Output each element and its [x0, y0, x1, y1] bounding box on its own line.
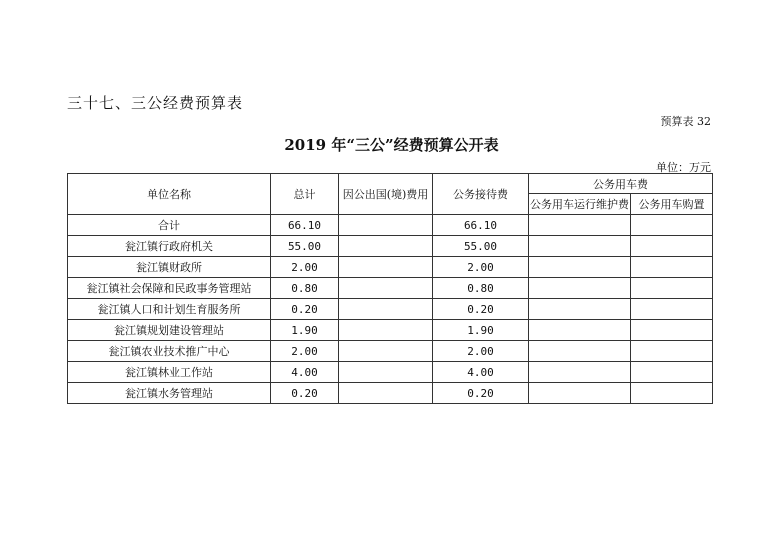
header-vehicle-group: 公务用车费 [529, 174, 713, 194]
cell-abroad [339, 362, 433, 383]
table-row [68, 236, 713, 257]
cell-total: 66.10 [271, 215, 339, 236]
cell-total: 55.00 [271, 236, 339, 257]
table-row [68, 215, 713, 236]
cell-unit-name: 瓮江镇社会保障和民政事务管理站 [68, 278, 271, 299]
cell-reception: 0.80 [433, 278, 529, 299]
cell-reception: 1.90 [433, 320, 529, 341]
cell-total: 0.80 [271, 278, 339, 299]
document-number: 预算表 32 [660, 115, 711, 128]
cell-unit-name: 瓮江镇人口和计划生育服务所 [68, 299, 271, 320]
cell-unit-name: 瓮江镇农业技术推广中心 [68, 341, 271, 362]
header-reception: 公务接待费 [433, 174, 529, 215]
cell-vehicle-purchase [631, 236, 713, 257]
table-row [68, 299, 713, 320]
cell-total: 2.00 [271, 257, 339, 278]
table-body [68, 215, 713, 404]
cell-unit-name: 合计 [68, 215, 271, 236]
cell-unit-name: 瓮江镇水务管理站 [68, 383, 271, 404]
cell-vehicle-purchase [631, 362, 713, 383]
cell-total: 1.90 [271, 320, 339, 341]
cell-unit-name: 瓮江镇财政所 [68, 257, 271, 278]
header-total: 总计 [271, 174, 339, 215]
cell-vehicle-maint [529, 299, 631, 320]
header-abroad: 因公出国(境)费用 [339, 174, 433, 215]
cell-vehicle-maint [529, 215, 631, 236]
cell-abroad [339, 236, 433, 257]
cell-reception: 2.00 [433, 341, 529, 362]
section-title: 三十七、三公经费预算表 [67, 94, 244, 112]
cell-reception: 66.10 [433, 215, 529, 236]
cell-reception: 0.20 [433, 299, 529, 320]
cell-vehicle-purchase [631, 320, 713, 341]
cell-vehicle-purchase [631, 383, 713, 404]
cell-vehicle-maint [529, 278, 631, 299]
cell-abroad [339, 278, 433, 299]
cell-total: 4.00 [271, 362, 339, 383]
cell-vehicle-maint [529, 362, 631, 383]
table-row [68, 383, 713, 404]
cell-reception: 4.00 [433, 362, 529, 383]
table-row [68, 362, 713, 383]
cell-vehicle-purchase [631, 341, 713, 362]
cell-reception: 2.00 [433, 257, 529, 278]
cell-abroad [339, 299, 433, 320]
unit-label: 单位：万元 [656, 161, 711, 174]
cell-abroad [339, 341, 433, 362]
cell-reception: 55.00 [433, 236, 529, 257]
cell-vehicle-maint [529, 236, 631, 257]
cell-total: 0.20 [271, 299, 339, 320]
table-row [68, 341, 713, 362]
cell-vehicle-maint [529, 341, 631, 362]
cell-vehicle-purchase [631, 257, 713, 278]
table-row [68, 278, 713, 299]
cell-vehicle-purchase [631, 299, 713, 320]
cell-vehicle-purchase [631, 278, 713, 299]
cell-abroad [339, 383, 433, 404]
cell-vehicle-purchase [631, 215, 713, 236]
header-vehicle-purchase: 公务用车购置 [631, 194, 713, 215]
cell-vehicle-maint [529, 320, 631, 341]
header-vehicle-maint: 公务用车运行维护费 [529, 194, 631, 215]
cell-vehicle-maint [529, 257, 631, 278]
cell-unit-name: 瓮江镇规划建设管理站 [68, 320, 271, 341]
cell-vehicle-maint [529, 383, 631, 404]
cell-abroad [339, 257, 433, 278]
cell-total: 2.00 [271, 341, 339, 362]
table-title: 2019 年“三公”经费预算公开表 [284, 136, 499, 154]
cell-abroad [339, 215, 433, 236]
cell-unit-name: 瓮江镇行政府机关 [68, 236, 271, 257]
table-row [68, 257, 713, 278]
header-row [68, 174, 713, 194]
cell-abroad [339, 320, 433, 341]
header-unit-name: 单位名称 [68, 174, 271, 215]
budget-table [67, 173, 713, 404]
cell-unit-name: 瓮江镇林业工作站 [68, 362, 271, 383]
cell-reception: 0.20 [433, 383, 529, 404]
cell-total: 0.20 [271, 383, 339, 404]
table-row [68, 320, 713, 341]
